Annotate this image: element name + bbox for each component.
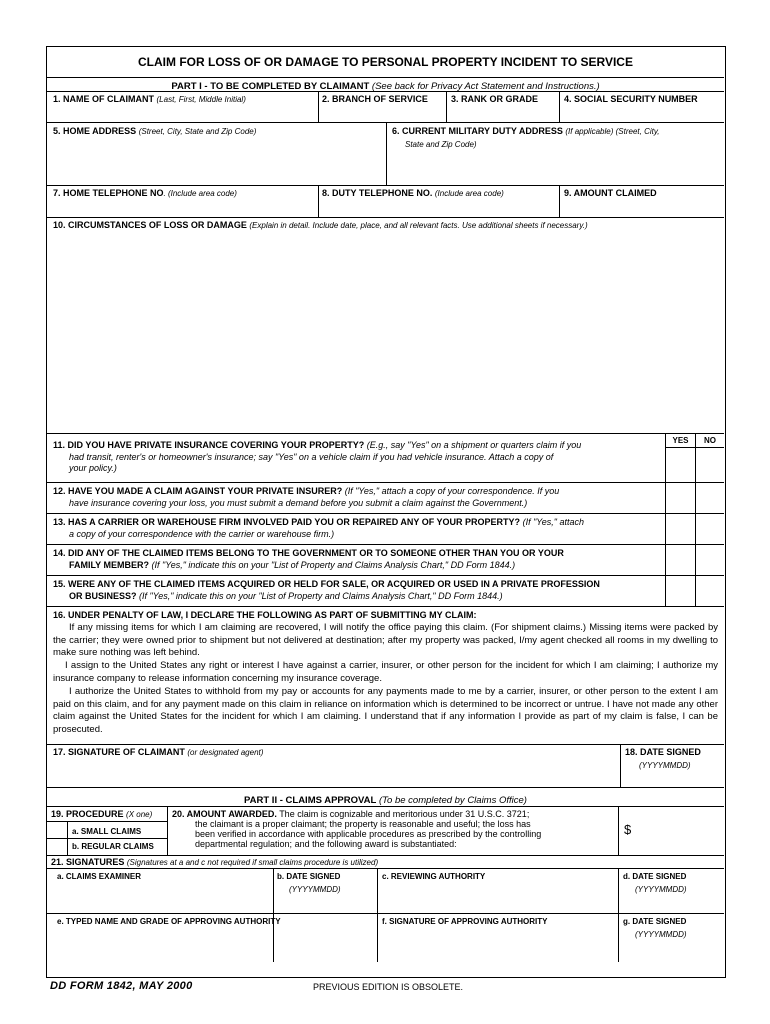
field-6-label: 6. CURRENT MILITARY DUTY ADDRESS bbox=[392, 126, 563, 136]
divider bbox=[47, 575, 724, 576]
divider bbox=[47, 913, 724, 914]
reviewing-date-hint: (YYYYMMDD) bbox=[635, 885, 687, 894]
q15-no-box[interactable] bbox=[696, 576, 724, 605]
divider bbox=[167, 806, 168, 855]
procedure-field bbox=[51, 809, 152, 820]
q14-text: 14. DID ANY OF THE CLAIMED ITEMS BELONG TO THE GOVERNMENT OR TO SOMEONE OTHER THAN YOU OR YOUR bbox=[53, 548, 564, 558]
date-signed-field[interactable]: 18. DATE SIGNED bbox=[625, 747, 701, 757]
divider bbox=[47, 217, 724, 218]
field-1-label: 1. NAME OF CLAIMANT bbox=[53, 94, 154, 104]
regular-claims-label: b. REGULAR CLAIMS bbox=[72, 842, 154, 851]
circumstances-field[interactable] bbox=[53, 220, 588, 231]
q14-no-box[interactable] bbox=[696, 545, 724, 574]
divider bbox=[47, 77, 724, 78]
field-10-label: 10. CIRCUMSTANCES OF LOSS OR DAMAGE bbox=[53, 220, 247, 230]
divider bbox=[446, 91, 447, 122]
q14-yes-box[interactable] bbox=[666, 545, 695, 574]
q12-note-2: have insurance covering your loss, you must submit a demand before you submit a claim against the Government.) bbox=[69, 498, 528, 508]
field-20-line-3: been verified in accordance with applicable procedures as prescribed by the controlling bbox=[195, 829, 542, 839]
declaration-paragraph-2: I assign to the United States any right or interest I have against a carrier, insurer, or other person for the incident for which I am claiming; I authorize my insurance company to release information concerning my insurance coverage. bbox=[53, 660, 718, 684]
q15-note: (If "Yes," indicate this on your "List of Property and Claims Analysis Chart," DD Form 1844.) bbox=[139, 591, 503, 601]
field-19-label: 19. PROCEDURE bbox=[51, 809, 124, 819]
divider bbox=[559, 91, 560, 122]
divider bbox=[47, 855, 724, 856]
social-security-number-field[interactable]: 4. SOCIAL SECURITY NUMBER bbox=[564, 94, 698, 104]
field-20-label: 20. AMOUNT AWARDED. bbox=[172, 809, 277, 819]
examiner-date-signed-field[interactable]: b. DATE SIGNED bbox=[277, 872, 341, 881]
reviewing-date-signed-field[interactable]: d. DATE SIGNED bbox=[623, 872, 687, 881]
question-12 bbox=[53, 486, 559, 497]
question-13 bbox=[53, 517, 584, 528]
small-claims-label: a. SMALL CLAIMS bbox=[72, 827, 142, 836]
field-7-hint: . (Include area code) bbox=[163, 189, 237, 198]
part1-heading-note: (See back for Privacy Act Statement and Instructions.) bbox=[371, 81, 600, 92]
q13-no-box[interactable] bbox=[696, 514, 724, 543]
approving-authority-name-field[interactable]: e. TYPED NAME AND GRADE OF APPROVING AUTHORITY bbox=[57, 917, 281, 926]
field-21-hint: (Signatures at a and c not required if small claims procedure is utilized) bbox=[126, 858, 379, 867]
form-id: DD FORM 1842, MAY 2000 bbox=[50, 980, 193, 992]
field-6-hint: (If applicable) (Street, City, bbox=[565, 127, 660, 136]
divider bbox=[559, 185, 560, 217]
field-20-line-2: the claimant is a proper claimant; the property is reasonable and useful; the loss has bbox=[195, 819, 531, 829]
divider bbox=[386, 122, 387, 185]
divider bbox=[47, 513, 724, 514]
field-5-label: 5. HOME ADDRESS bbox=[53, 126, 137, 136]
divider bbox=[318, 91, 319, 122]
field-18-hint: (YYYYMMDD) bbox=[639, 761, 691, 770]
yes-column-header: YES bbox=[672, 436, 689, 445]
q12-no-box[interactable] bbox=[696, 483, 724, 512]
field-8-hint: (Include area code) bbox=[434, 189, 504, 198]
edition-note: PREVIOUS EDITION IS OBSOLETE. bbox=[313, 982, 464, 992]
divider bbox=[273, 868, 274, 962]
part2-heading-note: (To be completed by Claims Office) bbox=[378, 795, 527, 806]
divider bbox=[47, 433, 724, 434]
divider bbox=[47, 482, 724, 483]
regular-claims-checkbox[interactable] bbox=[47, 839, 67, 855]
divider bbox=[47, 806, 724, 807]
declaration-paragraph-3: I authorize the United States to withhold from my pay or accounts for any payments made to me by a carrier, insurer, or other person to the extent I am paid on this claim, and for any payment made on this claim in reliance on information which is determined to be incorrect or untrue. I have not made any other claim against the United States for the incident for which I am claiming. I understand that if any information I provide as part of my claim is false, I can be prosecuted. bbox=[53, 686, 718, 735]
q13-note-2: a copy of your correspondence with the carrier or warehouse firm.) bbox=[69, 529, 335, 539]
divider bbox=[47, 606, 724, 607]
q12-yes-box[interactable] bbox=[666, 483, 695, 512]
field-21-label: 21. SIGNATURES bbox=[51, 857, 125, 867]
approving-date-hint: (YYYYMMDD) bbox=[635, 930, 687, 939]
home-telephone-field[interactable] bbox=[53, 188, 237, 199]
military-duty-address-field[interactable] bbox=[392, 126, 659, 137]
q13-text: 13. HAS A CARRIER OR WAREHOUSE FIRM INVOLVED PAID YOU OR REPAIRED ANY OF YOUR PROPERTY? bbox=[53, 517, 521, 527]
examiner-date-hint: (YYYYMMDD) bbox=[289, 885, 341, 894]
reviewing-authority-field[interactable]: c. REVIEWING AUTHORITY bbox=[382, 872, 486, 881]
q15-yes-box[interactable] bbox=[666, 576, 695, 605]
field-20-line-1: The claim is cognizable and meritorious under 31 U.S.C. 3721; bbox=[279, 809, 530, 819]
question-11 bbox=[53, 440, 581, 451]
amount-claimed-field[interactable]: 9. AMOUNT CLAIMED bbox=[564, 188, 657, 198]
name-of-claimant-field[interactable] bbox=[53, 94, 246, 105]
part2-heading bbox=[47, 795, 724, 806]
field-7-label: 7. HOME TELEPHONE NO bbox=[53, 188, 164, 198]
q13-yes-box[interactable] bbox=[666, 514, 695, 543]
field-17-label: 17. SIGNATURE OF CLAIMANT bbox=[53, 747, 185, 757]
part1-heading-text: PART I - TO BE COMPLETED BY CLAIMANT bbox=[171, 81, 370, 92]
field-6-hint-2: State and Zip Code) bbox=[405, 140, 477, 149]
part2-heading-text: PART II - CLAIMS APPROVAL bbox=[244, 795, 377, 806]
divider bbox=[618, 806, 619, 855]
q12-text: 12. HAVE YOU MADE A CLAIM AGAINST YOUR PRIVATE INSURER? bbox=[53, 486, 343, 496]
field-17-hint: (or designated agent) bbox=[187, 748, 264, 757]
q12-note: (If "Yes," attach a copy of your correspondence. If you bbox=[344, 486, 560, 496]
amount-awarded-input[interactable] bbox=[637, 807, 723, 854]
approving-date-signed-field[interactable]: g. DATE SIGNED bbox=[623, 917, 687, 926]
question-15-line-2 bbox=[69, 591, 503, 602]
question-14-line-2 bbox=[69, 560, 515, 571]
field-10-hint: (Explain in detail. Include date, place, and all relevant facts. Use additional sheets if necessary.) bbox=[249, 221, 588, 230]
divider bbox=[47, 744, 724, 745]
declaration-paragraph-1: If any missing items for which I am claiming are recovered, I will notify the office paying this claim. (For shipment claims.) Missing items were packed by the carrier; they were owned prior to shipment but not delivered at destination; after my property was packed, I/my agent checked all rooms in my dwelling to make sure nothing was left behind. bbox=[53, 622, 718, 658]
q14-note: (If "Yes," indicate this on your "List of Property and Claims Analysis Chart," DD Form 1844.) bbox=[151, 560, 516, 570]
divider bbox=[377, 868, 378, 962]
divider bbox=[618, 868, 619, 962]
branch-of-service-field[interactable]: 2. BRANCH OF SERVICE bbox=[322, 94, 428, 104]
q15-text-2: OR BUSINESS? bbox=[69, 591, 137, 601]
claims-examiner-field[interactable]: a. CLAIMS EXAMINER bbox=[57, 872, 142, 881]
divider bbox=[47, 185, 724, 186]
rank-or-grade-field[interactable]: 3. RANK OR GRADE bbox=[451, 94, 539, 104]
divider bbox=[620, 744, 621, 787]
no-column-header: NO bbox=[704, 436, 716, 445]
divider bbox=[47, 544, 724, 545]
signatures-heading bbox=[51, 857, 378, 868]
divider bbox=[47, 868, 724, 869]
approving-authority-signature-field[interactable]: f. SIGNATURE OF APPROVING AUTHORITY bbox=[382, 917, 548, 926]
home-address-field[interactable] bbox=[53, 126, 256, 137]
q11-yes-box[interactable] bbox=[666, 448, 695, 482]
currency-symbol: $ bbox=[624, 822, 632, 837]
claimant-signature-field[interactable] bbox=[53, 747, 263, 758]
field-19-hint: (X one) bbox=[126, 810, 153, 819]
divider bbox=[47, 787, 724, 788]
q13-note: (If "Yes," attach bbox=[522, 517, 584, 527]
form-title: CLAIM FOR LOSS OF OR DAMAGE TO PERSONAL PROPERTY INCIDENT TO SERVICE bbox=[138, 55, 633, 69]
q11-no-box[interactable] bbox=[696, 448, 724, 482]
q11-note: (E.g., say "Yes" on a shipment or quarters claim if you bbox=[366, 440, 582, 450]
divider bbox=[47, 91, 724, 92]
declaration-heading: 16. UNDER PENALTY OF LAW, I DECLARE THE FOLLOWING AS PART OF SUBMITTING MY CLAIM: bbox=[53, 610, 477, 620]
q11-note-3: your policy.) bbox=[69, 463, 117, 473]
q11-text: 11. DID YOU HAVE PRIVATE INSURANCE COVERING YOUR PROPERTY? bbox=[53, 440, 365, 450]
field-20-line-4: departmental regulation; and the following award is substantiated: bbox=[195, 839, 457, 849]
claim-form bbox=[46, 46, 726, 978]
q15-text: 15. WERE ANY OF THE CLAIMED ITEMS ACQUIRED OR HELD FOR SALE, OR ACQUIRED OR USED IN A PRIVATE PROFESSION bbox=[53, 579, 600, 589]
small-claims-checkbox[interactable] bbox=[47, 822, 67, 838]
field-8-label: 8. DUTY TELEPHONE NO. bbox=[322, 188, 433, 198]
q11-note-2: had transit, renter's or homeowner's insurance; say "Yes" on a vehicle claim if you had vehicle insurance. Attach a copy of bbox=[69, 452, 554, 462]
q14-text-2: FAMILY MEMBER? bbox=[69, 560, 150, 570]
field-5-hint: (Street, City, State and Zip Code) bbox=[138, 127, 257, 136]
divider bbox=[318, 185, 319, 217]
field-1-hint: (Last, First, Middle Initial) bbox=[156, 95, 246, 104]
duty-telephone-field[interactable] bbox=[322, 188, 504, 199]
